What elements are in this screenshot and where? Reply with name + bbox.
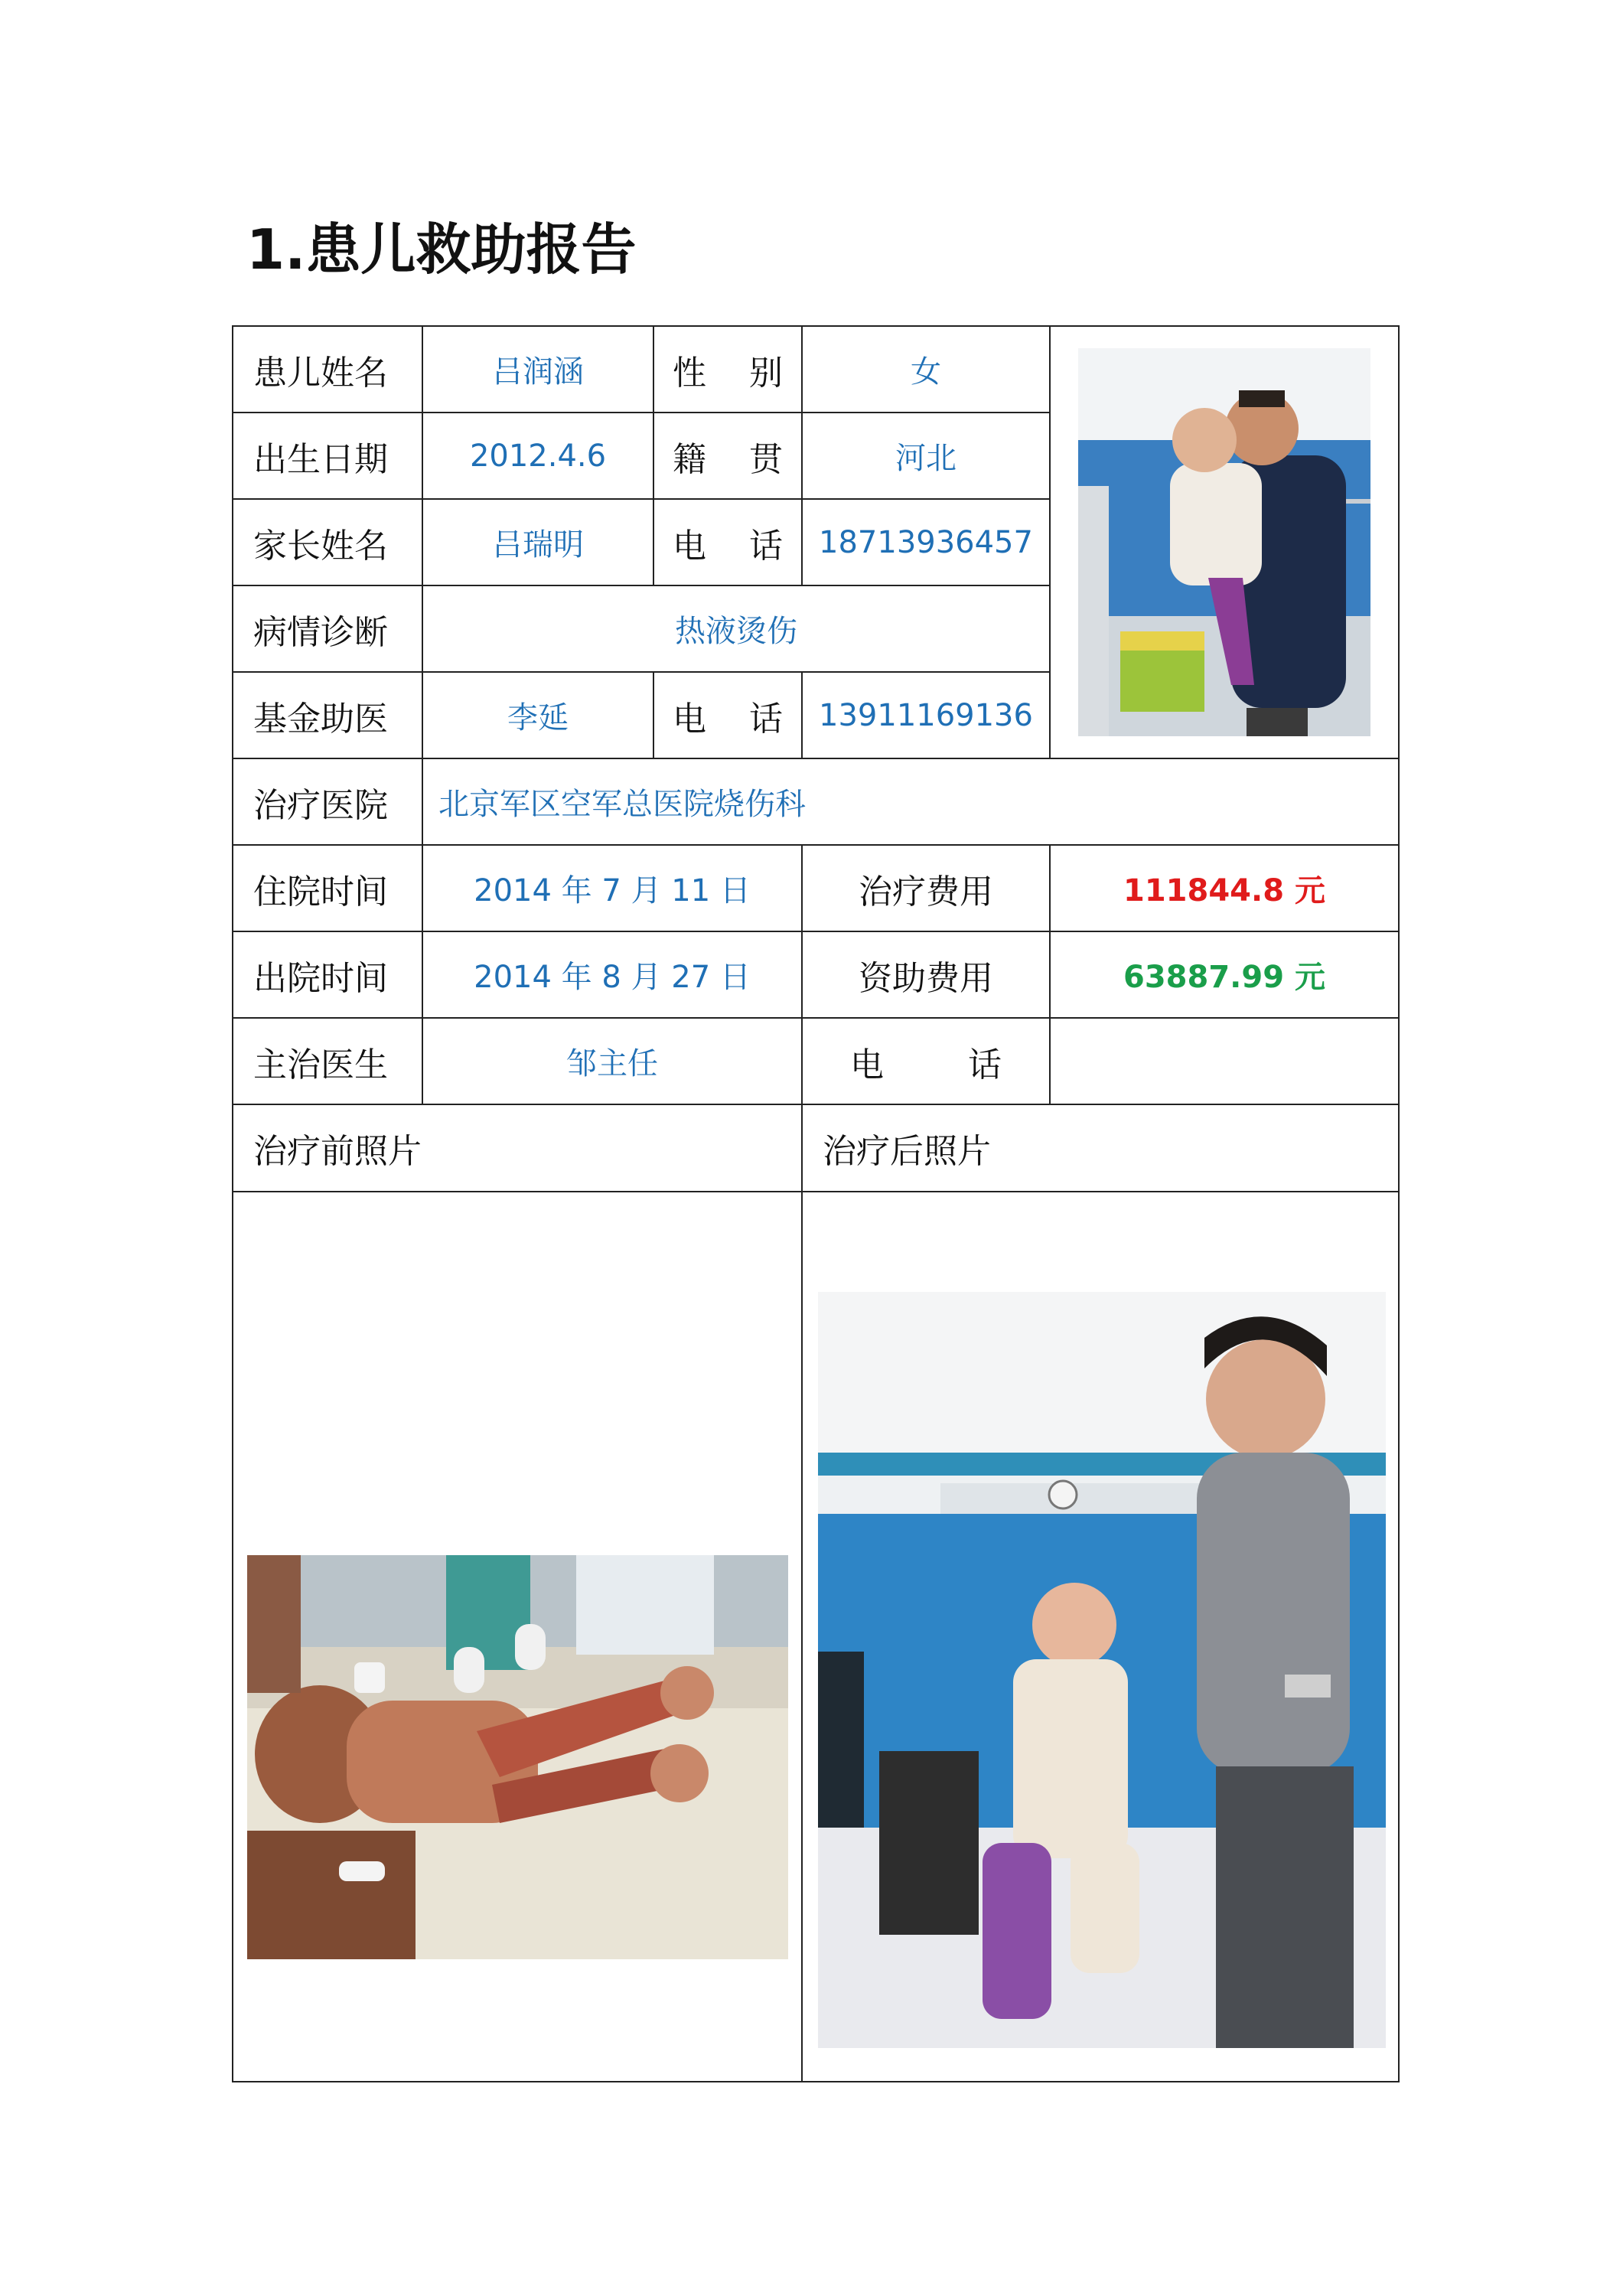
discharge-label: 出院时间 <box>233 931 422 1018</box>
attending-doctor-value: 邹主任 <box>422 1018 802 1104</box>
diagnosis-value: 热液烫伤 <box>422 585 1050 672</box>
patient-photo-cell <box>1050 326 1399 758</box>
row-photo-labels <box>233 1104 1399 1192</box>
row-patient-name <box>233 326 1399 413</box>
attending-phone-label-b: 话 <box>968 1045 1002 1084</box>
attending-phone-value <box>1050 1018 1399 1104</box>
aid-cost-value: 63887.99 元 <box>1050 931 1399 1018</box>
admission-date-value: 2014 年 7 月 11 日 <box>422 845 802 931</box>
treatment-cost-value: 111844.8 元 <box>1050 845 1399 931</box>
origin-label-b: 贯 <box>749 439 783 479</box>
parent-phone-label <box>653 499 802 585</box>
row-hospital <box>233 758 1399 845</box>
gender-label <box>653 326 802 413</box>
diagnosis-label: 病情诊断 <box>233 585 422 672</box>
row-attending-doctor <box>233 1018 1399 1104</box>
admission-label: 住院时间 <box>233 845 422 931</box>
attending-phone-label <box>802 1018 1050 1104</box>
parent-name-label: 家长姓名 <box>233 499 422 585</box>
hospital-value: 北京军区空军总医院烧伤科 <box>422 758 1399 845</box>
fund-doctor-value: 李延 <box>422 672 653 758</box>
treatment-cost-label: 治疗费用 <box>802 845 1050 931</box>
fund-doctor-phone-label-a: 电 <box>673 699 706 739</box>
fund-doctor-phone-label-b: 话 <box>749 699 783 739</box>
after-photo-cell <box>802 1192 1399 2082</box>
page-title: 1.患儿救助报告 <box>246 217 637 282</box>
attending-phone-label-a: 电 <box>850 1045 884 1084</box>
fund-doctor-label: 基金助医 <box>233 672 422 758</box>
fund-doctor-phone-value: 13911169136 <box>802 672 1050 758</box>
aid-cost-label: 资助费用 <box>802 931 1050 1018</box>
before-photo-label: 治疗前照片 <box>233 1104 802 1192</box>
before-treatment-photo <box>247 1555 788 1959</box>
patient-with-parent-photo <box>1078 348 1370 736</box>
origin-label-a: 籍 <box>673 439 706 479</box>
birth-date-value: 2012.4.6 <box>422 413 653 499</box>
attending-doctor-label: 主治医生 <box>233 1018 422 1104</box>
row-photos <box>233 1192 1399 2082</box>
origin-label <box>653 413 802 499</box>
row-discharge <box>233 931 1399 1018</box>
parent-name-value: 吕瑞明 <box>422 499 653 585</box>
hospital-label: 治疗医院 <box>233 758 422 845</box>
row-admission <box>233 845 1399 931</box>
parent-phone-value: 18713936457 <box>802 499 1050 585</box>
after-photo-label: 治疗后照片 <box>802 1104 1399 1192</box>
patient-name-value: 吕润涵 <box>422 326 653 413</box>
after-treatment-photo <box>818 1292 1386 2048</box>
parent-phone-label-b: 话 <box>749 526 783 566</box>
before-photo-cell <box>233 1192 802 2082</box>
gender-value: 女 <box>802 326 1050 413</box>
origin-value: 河北 <box>802 413 1050 499</box>
aid-report-table <box>232 325 1400 2082</box>
gender-label-b: 别 <box>749 353 783 393</box>
parent-phone-label-a: 电 <box>673 526 706 566</box>
fund-doctor-phone-label <box>653 672 802 758</box>
patient-name-label: 患儿姓名 <box>233 326 422 413</box>
gender-label-a: 性 <box>673 353 706 393</box>
discharge-date-value: 2014 年 8 月 27 日 <box>422 931 802 1018</box>
birth-date-label: 出生日期 <box>233 413 422 499</box>
